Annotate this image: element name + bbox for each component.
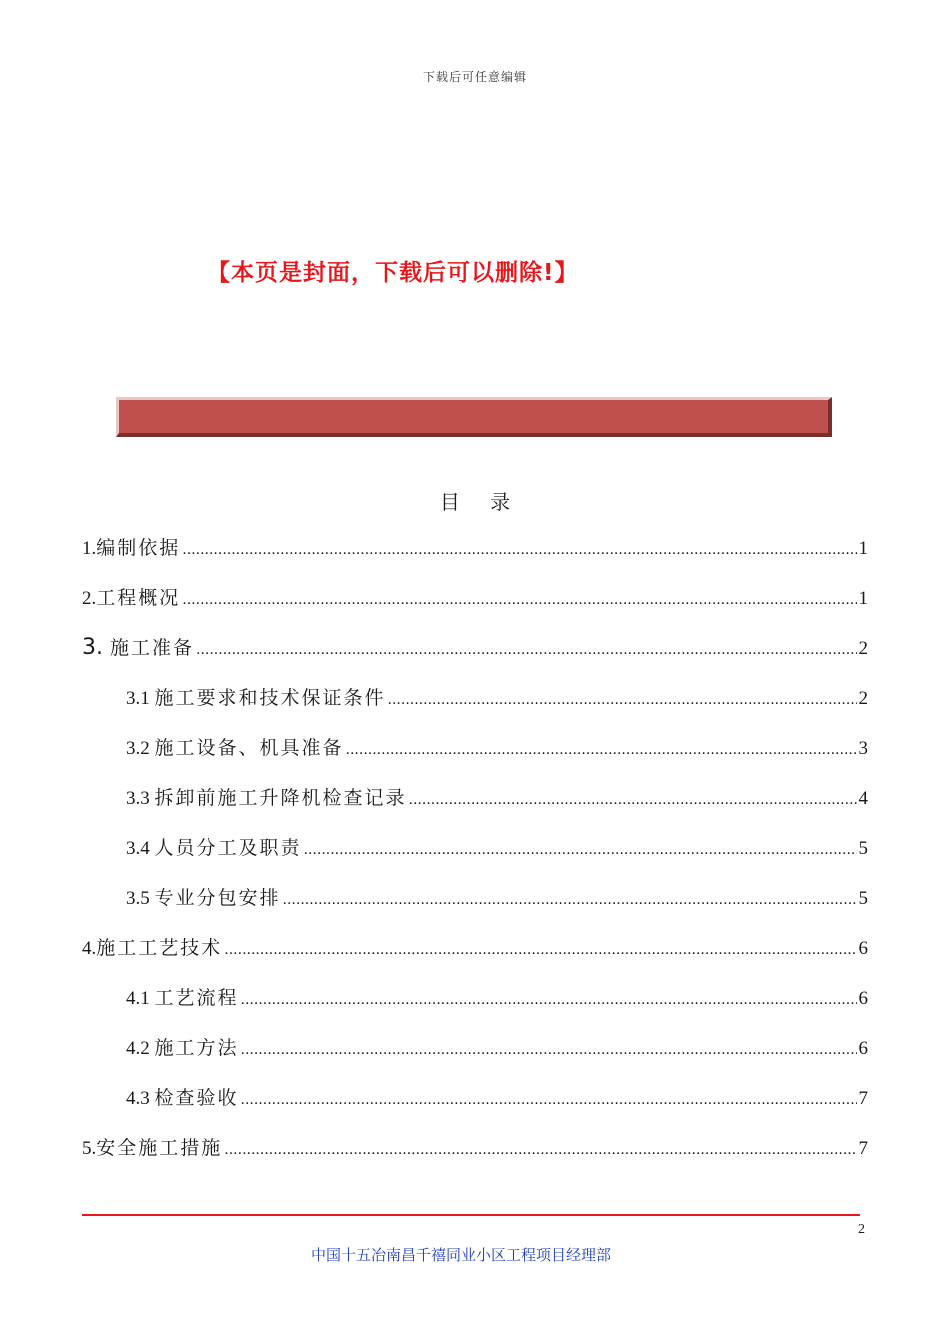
toc-entry-page: 3: [858, 738, 868, 759]
toc-entry[interactable]: [82, 780, 868, 830]
toc-entry[interactable]: [82, 680, 868, 730]
toc-entry-label: 3. 施工准备: [82, 635, 194, 660]
toc-entry-page: 4: [858, 788, 868, 809]
toc-entry-label: 5.安全施工措施: [82, 1137, 223, 1159]
footer-divider: [82, 1214, 860, 1216]
toc-entry-label: 3.1 施工要求和技术保证条件: [126, 687, 386, 709]
toc-entry[interactable]: [82, 1130, 868, 1180]
toc-entry-label: 3.5 专业分包安排: [126, 887, 281, 909]
toc-entry[interactable]: [82, 530, 868, 580]
toc-entry[interactable]: [82, 630, 868, 680]
toc-leader-dots: [283, 882, 857, 918]
toc-entry[interactable]: [82, 580, 868, 630]
table-of-contents: [82, 530, 868, 1180]
toc-entry[interactable]: [82, 880, 868, 930]
toc-entry[interactable]: [82, 1030, 868, 1080]
toc-entry[interactable]: [82, 730, 868, 780]
toc-entry-label: 4.3 检查验收: [126, 1087, 239, 1109]
toc-leader-dots: [388, 682, 857, 718]
toc-entry-label: 3.3 拆卸前施工升降机检查记录: [126, 787, 407, 809]
toc-leader-dots: [224, 932, 856, 968]
toc-entry-page: 1: [858, 588, 868, 609]
toc-entry[interactable]: [82, 980, 868, 1030]
toc-entry-page: 6: [858, 938, 868, 959]
toc-entry[interactable]: [82, 830, 868, 880]
toc-entry-page: 2: [858, 688, 868, 709]
toc-entry-label: 1.编制依据: [82, 537, 181, 559]
toc-entry-page: 5: [858, 888, 868, 909]
toc-entry-label: 3.4 人员分工及职责: [126, 837, 302, 859]
toc-entry-page: 7: [858, 1088, 868, 1109]
toc-leader-dots: [182, 532, 856, 568]
toc-leader-dots: [182, 582, 856, 618]
toc-leader-dots: [241, 1082, 857, 1118]
toc-entry-page: 1: [858, 538, 868, 559]
toc-leader-dots: [409, 782, 857, 818]
toc-entry-label: 4.1 工艺流程: [126, 987, 239, 1009]
toc-entry[interactable]: [82, 1080, 868, 1130]
toc-entry-page: 2: [858, 638, 868, 659]
toc-leader-dots: [241, 1032, 857, 1068]
toc-entry-page: 7: [858, 1138, 868, 1159]
toc-entry-label: 4.2 施工方法: [126, 1037, 239, 1059]
toc-entry-page: 5: [858, 838, 868, 859]
toc-entry-label: 4.施工工艺技术: [82, 937, 223, 959]
toc-title: 目 录: [439, 490, 523, 514]
title-banner: [116, 397, 832, 437]
toc-entry-label: 3.2 施工设备、机具准备: [126, 737, 344, 759]
toc-entry[interactable]: [82, 930, 868, 980]
toc-leader-dots: [224, 1132, 856, 1168]
toc-entry-page: 6: [858, 988, 868, 1009]
toc-leader-dots: [346, 732, 857, 768]
toc-leader-dots: [304, 832, 857, 868]
toc-entry-label: 2.工程概况: [82, 587, 181, 609]
cover-notice: 【本页是封面，下载后可以删除!】: [207, 260, 579, 286]
toc-entry-page: 6: [858, 1038, 868, 1059]
footer-organization: 中国十五冶南昌千禧同业小区工程项目经理部: [310, 1246, 611, 1264]
page-number: 2: [858, 1222, 865, 1237]
header-note: 下载后可任意编辑: [422, 70, 527, 84]
toc-leader-dots: [241, 982, 857, 1018]
toc-leader-dots: [196, 632, 857, 668]
